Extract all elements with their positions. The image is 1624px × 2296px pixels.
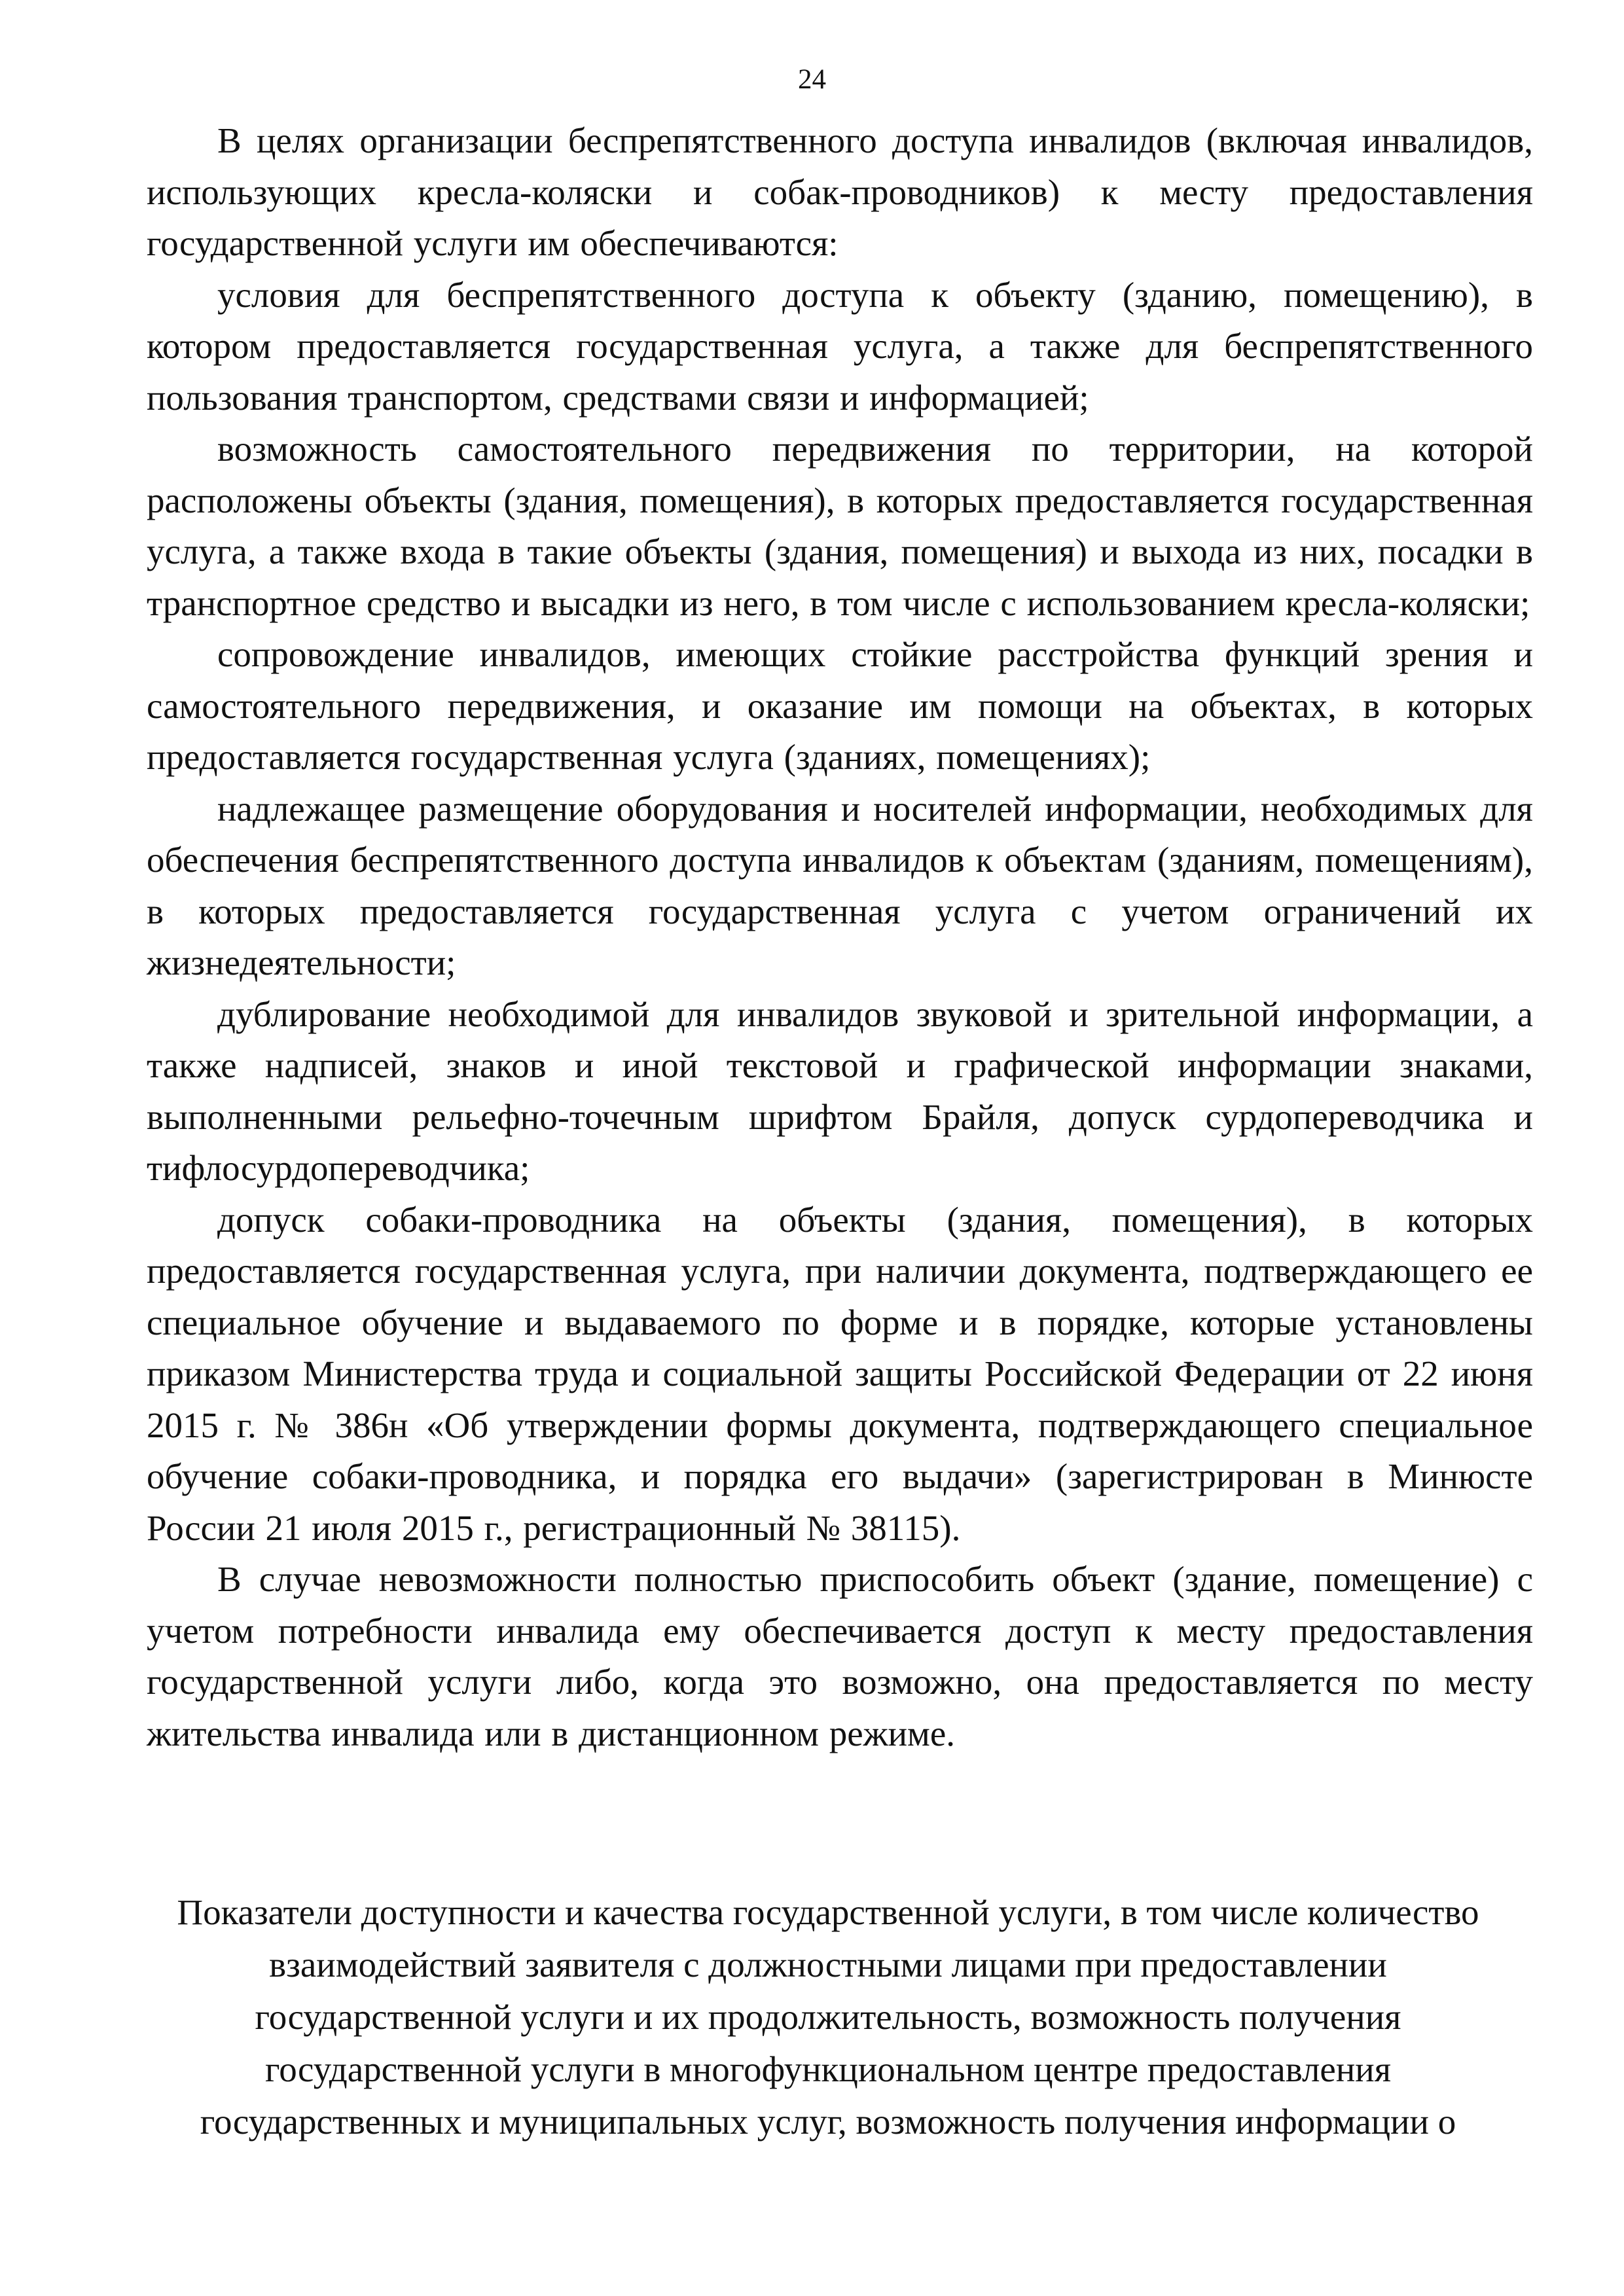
paragraph-escort: сопровождение инвалидов, имеющих стойкие расстройства функций зрения и самостоятельного передвижения, и оказание им помощи на объектах, в которых предоставляется государственная услуга (зданиях, помещениях);	[147, 634, 1533, 777]
paragraph-equipment-placement: надлежащее размещение оборудования и носителей информации, необходимых для обеспечения беспрепятственного доступа инвалидов к объектам (зданиям, помещениям), в которых предоставляется государственная услуга с учетом ограничений их жизнедеятельности;	[147, 788, 1533, 982]
paragraph-guide-dog-admission: допуск собаки-проводника на объекты (здания, помещения), в которых предоставляется государственная услуга, при наличии документа, подтверждающего ее специальное обучение и выдаваемого по форме и в порядке, которые установлены приказом Министерства труда и социальной защиты Российской Федерации от 22 июня 2015 г. № 386н «Об утверждении формы документа, подтверждающего специальное обучение собаки-проводника, и порядка его выдачи» (зарегистрирован в Минюсте России 21 июля 2015 г., регистрационный № 38115).	[147, 1199, 1533, 1548]
paragraph-information-duplication: дублирование необходимой для инвалидов звуковой и зрительной информации, а также надписей, знаков и иной текстовой и графической информации знаками, выполненными рельефно-точечным шрифтом Брайля, допуск сурдопереводчика и тифлосурдопереводчика;	[147, 994, 1533, 1188]
heading-line: взаимодействий заявителя с должностными лицами при предоставлении	[269, 1945, 1387, 1984]
heading-line: государственных и муниципальных услуг, возможность получения информации о	[200, 2102, 1456, 2142]
paragraph-access-conditions: условия для беспрепятственного доступа к объекту (зданию, помещению), в котором предоставляется государственная услуга, а также для беспрепятственного пользования транспортом, средствами связи и информацией;	[147, 274, 1533, 418]
heading-line: государственной услуги и их продолжительность, возможность получения	[255, 1997, 1401, 2037]
paragraph-independent-movement: возможность самостоятельного передвижения по территории, на которой расположены объекты (здания, помещения), в которых предоставляется государственная услуга, а также входа в такие объекты (здания, помещения) и выхода из них, посадки в транспортное средство и высадки из него, в том числе с использованием кресла-коляски;	[147, 429, 1533, 623]
paragraph-accessibility-intro: В целях организации беспрепятственного доступа инвалидов (включая инвалидов, использующих кресла-коляски и собак-проводников) к месту предоставления государственной услуги им обеспечиваются:	[147, 120, 1533, 263]
section-heading	[124, 1886, 1532, 2148]
paragraph-alternative-access: В случае невозможности полностью приспособить объект (здание, помещение) с учетом потребности инвалида ему обеспечивается доступ к месту предоставления государственной услуги либо, когда это возможно, она предоставляется по месту жительства инвалида или в дистанционном режиме.	[147, 1559, 1533, 1753]
heading-line: государственной услуги в многофункциональном центре предоставления	[265, 2049, 1391, 2089]
heading-line: Показатели доступности и качества государственной услуги, в том числе количество	[177, 1892, 1479, 1932]
page-number: 24	[798, 64, 826, 95]
body-text	[147, 115, 1533, 1759]
